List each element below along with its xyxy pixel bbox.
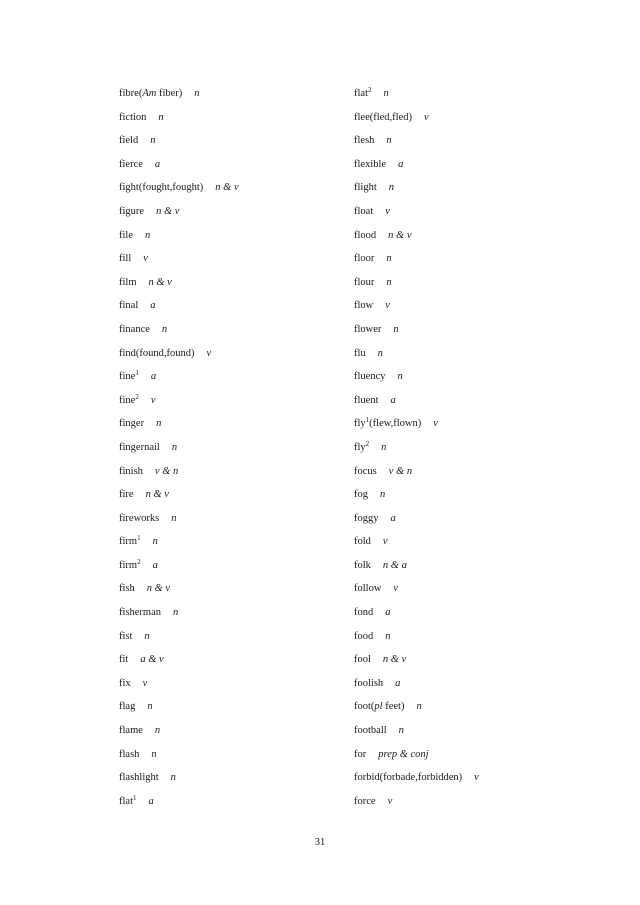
word-entry xyxy=(119,554,239,578)
word-entry xyxy=(119,648,239,672)
headword xyxy=(119,135,138,146)
headword xyxy=(354,536,371,547)
word-entry xyxy=(119,460,239,484)
sense-number: 2 xyxy=(135,392,139,401)
headword-forms: fiber) xyxy=(156,88,183,99)
sense-number: 1 xyxy=(133,793,137,802)
headword xyxy=(354,583,381,594)
part-of-speech: n xyxy=(386,276,392,288)
part-of-speech: n & v xyxy=(146,583,171,595)
word-entry xyxy=(354,342,479,366)
word-entry xyxy=(354,389,479,413)
word-entry xyxy=(119,153,239,177)
word-entry xyxy=(354,743,479,767)
headword xyxy=(354,489,368,500)
word-entry xyxy=(354,530,479,554)
headword-text: fireworks xyxy=(119,512,160,524)
headword xyxy=(354,159,386,170)
word-entry xyxy=(119,106,239,130)
headword-text: fold xyxy=(354,536,371,548)
headword xyxy=(354,631,373,642)
word-entry xyxy=(354,106,479,130)
word-entry xyxy=(354,247,479,271)
word-entry xyxy=(354,200,479,224)
headword xyxy=(354,749,366,760)
part-of-speech: n xyxy=(386,253,392,265)
word-entry xyxy=(119,176,239,200)
part-of-speech: a xyxy=(390,512,396,524)
word-entry xyxy=(354,365,479,389)
word-entry xyxy=(119,743,239,767)
word-entry xyxy=(354,554,479,578)
word-entry xyxy=(354,601,479,625)
part-of-speech: n xyxy=(194,88,200,99)
word-entry xyxy=(119,247,239,271)
headword-text: fibre( xyxy=(119,88,143,99)
word-entry xyxy=(354,648,479,672)
headword xyxy=(354,678,383,689)
word-entry xyxy=(119,436,239,460)
word-entry xyxy=(119,200,239,224)
part-of-speech: a xyxy=(395,677,401,689)
part-of-speech: v xyxy=(150,394,156,406)
headword xyxy=(119,442,160,453)
part-of-speech: n xyxy=(144,630,150,642)
headword-text: fine xyxy=(119,371,136,383)
part-of-speech: n & v xyxy=(388,229,412,241)
headword xyxy=(119,654,128,665)
headword-text: firm xyxy=(119,559,138,571)
headword-text: fisherman xyxy=(119,607,161,619)
headword-text: firm xyxy=(119,536,138,548)
part-of-speech: v xyxy=(474,772,479,784)
headword-text: fingernail xyxy=(119,441,160,453)
headword xyxy=(354,348,366,359)
headword-text: flood xyxy=(354,229,377,241)
headword-text: flash xyxy=(119,748,140,760)
headword xyxy=(119,701,135,712)
part-of-speech: n xyxy=(416,701,422,713)
headword-text: fool xyxy=(354,654,371,666)
headword xyxy=(119,182,203,193)
word-entry xyxy=(354,294,479,318)
headword xyxy=(354,439,370,453)
part-of-speech: v xyxy=(206,347,212,359)
headword-forms: (flew,flown) xyxy=(369,418,422,430)
headword-text: fly xyxy=(354,418,366,430)
part-of-speech: n xyxy=(156,418,162,430)
headword-text: football xyxy=(354,725,387,737)
part-of-speech: a xyxy=(154,158,161,170)
headword-text: fix xyxy=(119,677,131,689)
headword-text: flat xyxy=(354,88,368,99)
word-entry xyxy=(354,271,479,295)
part-of-speech: v xyxy=(142,677,148,689)
word-entry xyxy=(354,436,479,460)
part-of-speech: v xyxy=(382,536,388,548)
headword-text: follow xyxy=(354,583,382,595)
word-entry xyxy=(354,318,479,342)
word-entry xyxy=(119,695,239,719)
word-entry xyxy=(119,483,239,507)
part-of-speech: v xyxy=(433,418,438,430)
headword xyxy=(354,725,387,736)
headword-text: fish xyxy=(119,583,135,595)
headword-text: flesh xyxy=(354,135,375,147)
part-of-speech: v xyxy=(143,253,148,265)
part-of-speech: n xyxy=(158,111,164,123)
headword-text: force xyxy=(354,795,376,807)
headword xyxy=(354,418,421,429)
part-of-speech: n xyxy=(398,725,404,737)
word-entry xyxy=(119,271,239,295)
headword xyxy=(119,557,141,571)
headword xyxy=(354,701,404,712)
headword-text: fly xyxy=(354,441,366,453)
headword xyxy=(354,607,373,618)
word-entry xyxy=(354,153,479,177)
headword-text: fiction xyxy=(119,111,147,123)
part-of-speech: v & n xyxy=(388,465,413,477)
part-of-speech: n & a xyxy=(382,559,407,571)
headword-text: find(found,found) xyxy=(119,347,195,359)
word-entry xyxy=(119,318,239,342)
word-entry xyxy=(354,82,479,106)
word-entry xyxy=(119,412,239,436)
headword-text: floor xyxy=(354,253,375,265)
part-of-speech: n xyxy=(388,182,394,194)
right-column xyxy=(354,82,479,813)
headword xyxy=(354,253,374,264)
headword-text: fill xyxy=(119,253,132,265)
headword-text: flag xyxy=(119,701,136,713)
word-entry xyxy=(119,672,239,696)
headword xyxy=(354,230,376,241)
headword xyxy=(119,112,146,123)
headword xyxy=(354,206,373,217)
headword xyxy=(119,392,139,406)
part-of-speech: n xyxy=(385,630,391,642)
word-entry xyxy=(354,719,479,743)
part-of-speech: a xyxy=(390,394,396,406)
part-of-speech: n xyxy=(170,772,176,784)
part-of-speech: n xyxy=(377,347,383,359)
headword-text: flower xyxy=(354,323,382,335)
headword-text: flee(fled,fled) xyxy=(354,111,413,123)
headword xyxy=(119,678,131,689)
headword xyxy=(354,560,371,571)
headword xyxy=(354,300,373,311)
word-entry xyxy=(119,294,239,318)
headword-text: fire xyxy=(119,489,134,501)
headword-text: for xyxy=(354,748,367,760)
word-entry xyxy=(119,601,239,625)
headword-text: foot( xyxy=(354,701,375,713)
variant-label: pl xyxy=(374,701,383,713)
part-of-speech: v xyxy=(387,795,393,807)
part-of-speech: n xyxy=(381,441,387,453)
headword xyxy=(354,324,381,335)
word-entry xyxy=(119,224,239,248)
headword xyxy=(119,607,161,618)
part-of-speech: v xyxy=(385,300,390,312)
headword-text: fluency xyxy=(354,371,386,383)
sense-number: 2 xyxy=(365,439,370,448)
word-entry xyxy=(119,530,239,554)
headword-text: figure xyxy=(119,205,145,217)
word-entry xyxy=(354,625,479,649)
part-of-speech: n xyxy=(151,748,157,760)
headword xyxy=(119,348,195,359)
headword-text: flour xyxy=(354,276,375,288)
headword-text: fond xyxy=(354,607,374,619)
part-of-speech: v xyxy=(385,205,390,217)
word-entry xyxy=(354,766,479,790)
word-entry xyxy=(354,412,479,436)
word-entry xyxy=(354,695,479,719)
part-of-speech: a xyxy=(148,795,154,807)
headword-text: finance xyxy=(119,323,150,335)
headword-text: film xyxy=(119,276,137,288)
part-of-speech: n xyxy=(383,88,389,99)
headword-text: fog xyxy=(354,489,368,501)
headword xyxy=(354,796,376,807)
word-entry xyxy=(354,129,479,153)
headword xyxy=(119,206,144,217)
word-entry xyxy=(354,224,479,248)
headword-text: fierce xyxy=(119,158,143,170)
word-entry xyxy=(119,625,239,649)
headword xyxy=(119,489,134,500)
headword-text: fit xyxy=(119,654,129,666)
part-of-speech: n xyxy=(393,323,399,335)
part-of-speech: n & v xyxy=(148,276,172,288)
sense-number: 2 xyxy=(368,86,372,94)
word-entry xyxy=(354,790,479,814)
sense-number: 1 xyxy=(137,534,141,543)
part-of-speech: n xyxy=(171,512,177,524)
part-of-speech: n xyxy=(147,701,153,713)
word-entry xyxy=(119,365,239,389)
part-of-speech: a xyxy=(398,158,404,170)
headword-text: flexible xyxy=(354,158,387,170)
part-of-speech: a xyxy=(150,371,157,383)
headword-text: file xyxy=(119,229,133,241)
headword-forms: feet) xyxy=(382,701,405,713)
sense-number: 1 xyxy=(365,416,370,425)
part-of-speech: a xyxy=(385,607,391,619)
headword-text: flat xyxy=(119,795,133,807)
word-entry xyxy=(354,672,479,696)
part-of-speech: n xyxy=(161,323,168,335)
headword-text: finger xyxy=(119,418,145,430)
headword-text: forbid(forbade,forbidden) xyxy=(354,772,463,784)
part-of-speech: prep & conj xyxy=(378,748,429,760)
headword xyxy=(119,253,131,264)
headword-text: finish xyxy=(119,465,143,477)
headword-text: food xyxy=(354,630,374,642)
word-entry xyxy=(119,790,239,814)
headword xyxy=(119,324,150,335)
headword-text: flashlight xyxy=(119,772,159,784)
part-of-speech: n & v xyxy=(156,205,180,217)
part-of-speech: a xyxy=(150,300,156,312)
headword xyxy=(119,371,139,382)
headword-text: field xyxy=(119,135,139,147)
headword xyxy=(354,182,377,193)
headword-text: float xyxy=(354,205,374,217)
headword xyxy=(119,159,143,170)
word-entry xyxy=(354,460,479,484)
part-of-speech: n & v xyxy=(382,654,407,666)
part-of-speech: n xyxy=(386,135,392,147)
headword xyxy=(119,749,139,760)
part-of-speech: n xyxy=(173,607,179,619)
headword xyxy=(119,88,182,99)
headword xyxy=(119,772,159,783)
part-of-speech: n xyxy=(145,229,151,241)
part-of-speech: v xyxy=(393,583,399,595)
headword xyxy=(354,371,386,382)
headword xyxy=(119,793,137,807)
part-of-speech: n & v xyxy=(145,489,169,501)
page-number: 31 xyxy=(314,837,326,848)
headword xyxy=(119,230,133,241)
headword-text: flu xyxy=(354,347,366,359)
headword xyxy=(354,135,374,146)
part-of-speech: n xyxy=(152,536,158,548)
part-of-speech: v & n xyxy=(154,465,179,477)
part-of-speech: v xyxy=(424,111,429,123)
word-entry xyxy=(119,507,239,531)
headword xyxy=(354,513,379,524)
headword xyxy=(354,88,372,99)
word-entry xyxy=(119,389,239,413)
word-entry xyxy=(119,342,239,366)
part-of-speech: n & v xyxy=(215,182,239,194)
word-entry xyxy=(119,719,239,743)
headword-text: flow xyxy=(354,300,374,312)
word-entry xyxy=(119,577,239,601)
part-of-speech: a xyxy=(152,559,158,571)
headword-text: fluent xyxy=(354,394,379,406)
headword xyxy=(354,466,377,477)
headword-text: foggy xyxy=(354,512,379,524)
sense-number: 1 xyxy=(135,369,139,378)
word-entry xyxy=(354,483,479,507)
headword xyxy=(119,583,135,594)
headword xyxy=(354,277,374,288)
word-entry xyxy=(119,766,239,790)
word-entry xyxy=(354,577,479,601)
headword-text: fight(fought,fought) xyxy=(119,182,204,194)
word-entry xyxy=(119,129,239,153)
variant-label: Am xyxy=(142,88,157,99)
headword-text: flame xyxy=(119,725,143,737)
headword xyxy=(119,277,137,288)
headword xyxy=(119,725,143,736)
headword xyxy=(354,112,412,123)
part-of-speech: n xyxy=(154,725,161,737)
word-entry xyxy=(119,82,239,106)
headword xyxy=(119,631,132,642)
headword-text: fist xyxy=(119,630,133,642)
headword xyxy=(119,536,141,547)
part-of-speech: n xyxy=(150,135,156,147)
headword xyxy=(354,654,371,665)
headword xyxy=(119,466,143,477)
part-of-speech: a & v xyxy=(140,654,164,666)
part-of-speech: n xyxy=(380,489,386,501)
headword xyxy=(119,418,144,429)
part-of-speech: n xyxy=(171,441,178,453)
headword xyxy=(354,772,462,783)
headword-text: folk xyxy=(354,559,371,571)
headword-text: fine xyxy=(119,394,136,406)
word-entry xyxy=(354,176,479,200)
word-entry xyxy=(354,507,479,531)
headword xyxy=(119,513,159,524)
headword xyxy=(119,300,138,311)
sense-number: 2 xyxy=(137,557,141,566)
headword-text: final xyxy=(119,300,139,312)
headword-text: flight xyxy=(354,182,377,194)
headword-text: foolish xyxy=(354,677,384,689)
part-of-speech: n xyxy=(397,371,403,383)
headword xyxy=(354,395,379,406)
left-column xyxy=(119,82,239,813)
headword-text: focus xyxy=(354,465,377,477)
